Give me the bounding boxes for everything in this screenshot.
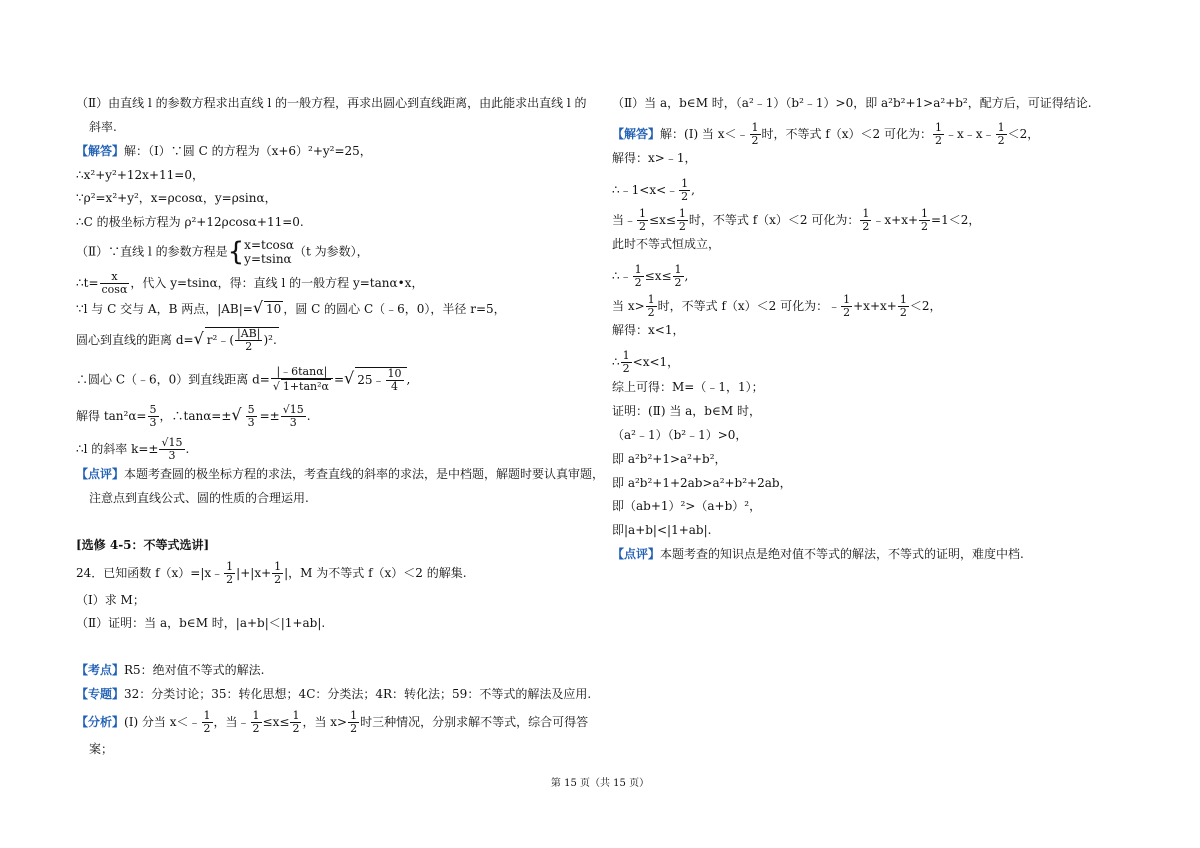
comment-tag: 【点评】 — [612, 547, 661, 561]
fraction: $\frac{1}{2}$ — [252, 709, 260, 735]
fraction: $\frac{x}{\cos\alpha}$ — [101, 270, 128, 296]
text-line: 解得 tan²α= $\frac{5}{3}$ ，∴tanα=±√ $\frac{5}{3}$ =± $\frac{√15}{3}$ . — [76, 403, 311, 429]
fraction: $\frac{10}{4}$ — [387, 366, 402, 393]
text-line: ∴ $\frac{1}{2}$ <x<1， — [612, 349, 680, 375]
comment-tag: 【点评】 — [76, 467, 125, 481]
fraction: $\frac{1}{2}$ — [681, 177, 689, 203]
text-line: 【考点】R5：绝对值不等式的解法. — [76, 663, 265, 677]
fraction: $\frac{1}{2}$ — [843, 293, 851, 319]
text-line: ∴l 的斜率 k=± $\frac{√15}{3}$ . — [76, 436, 190, 462]
question-text: 24．已知函数 f（x）=|x﹣ $\frac{1}{2}$ |+|x+ $\frac{1}{2}$ |，M 为不等式 f（x）＜2 的解集. — [76, 560, 467, 586]
topic-tag: 【专题】 — [76, 687, 125, 701]
fraction: $\frac{|AB|}{2}$ — [237, 327, 261, 353]
fraction: $\frac{1}{2}$ — [674, 263, 682, 289]
fraction: $\frac{1}{2}$ — [226, 560, 234, 586]
text-line: 【解答】解：（Ⅰ）∵圆 C 的方程为（x+6）²+y²=25， — [76, 144, 372, 158]
brace-symbol: { — [227, 237, 245, 267]
text-line: ∴﹣1<x<﹣ $\frac{1}{2}$ , — [612, 177, 695, 203]
fraction: $\frac{5}{3}$ — [247, 403, 255, 429]
text-line: （Ⅱ）∵直线 l 的参数方程是{ x=tcosα y=tsinα （t 为参数）， — [76, 237, 369, 267]
text-line: 综上可得：M=（﹣1，1）； — [612, 380, 764, 394]
fraction: $\frac{1}{2}$ — [274, 560, 282, 586]
text-line: 此时不等式恒成立， — [612, 237, 721, 251]
fraction: $\frac{1}{2}$ — [751, 121, 759, 147]
solution-tag: 【解答】 — [76, 144, 125, 158]
radical-sign: √ — [252, 298, 264, 317]
text-line: ∵ρ²=x²+y²，x=ρcosα，y=ρsinα， — [76, 191, 277, 205]
radicand — [243, 404, 260, 429]
fraction: $\frac{√15}{3}$ — [282, 403, 304, 429]
text-line: 【分析】(Ⅰ) 分当 x＜﹣ $\frac{1}{2}$ ，当﹣ $\frac{1}{2}$ ≤x≤ $\frac{1}{2}$ ，当 x> $\frac{1}{2}$ 时三种情况，分别求解不等式，综合可得答 — [76, 709, 589, 735]
fraction: $\frac{|﹣6\tan\alpha|}{\text{√ 1+tan²α}}$ — [271, 366, 333, 394]
radicand: r²﹣( $\frac{|AB|}{2}$ )². — [206, 327, 277, 353]
fraction: $\frac{1}{2}$ — [292, 709, 300, 735]
text-line: 【点评】本题考查圆的极坐标方程的求法，考查直线的斜率的求法，是中档题，解题时要认真审题， — [76, 467, 605, 481]
fraction: $\frac{1}{2}$ — [639, 207, 647, 233]
radical-sign: √ — [272, 380, 280, 393]
fraction: $\frac{1}{2}$ — [634, 263, 642, 289]
text-line: ∴C 的极坐标方程为 ρ²+12ρcosα+11=0. — [76, 215, 304, 229]
radical-sign: √ — [193, 329, 204, 348]
text-line: ∴圆心 C（﹣6，0）到直线距离 d= $\frac{|﹣6\tan\alpha|}{\text{√ 1+tan²α}}$ =√ 25﹣ $\frac{10}{4}$ , — [76, 365, 411, 393]
section-heading: [选修 4-5：不等式选讲] — [76, 538, 210, 552]
text-line: 【点评】本题考查的知识点是绝对值不等式的解法，不等式的证明，难度中档. — [612, 547, 1024, 561]
text-line: 【专题】32：分类讨论；35：转化思想；4C：分类法；4R：转化法；59：不等式的解法及应用. — [76, 687, 592, 701]
fraction: $\frac{1}{2}$ — [350, 709, 358, 735]
radicand: 25﹣ $\frac{10}{4}$ — [355, 367, 406, 393]
fraction: $\frac{1}{2}$ — [862, 207, 870, 233]
text-line: 解得：x<1， — [612, 323, 685, 337]
text-line: ∵l 与 C 交与 A，B 两点，|AB|=√ 10 ，圆 C 的圆心 C（﹣6，0），半径 r=5， — [76, 298, 506, 317]
text-line: （Ⅰ）求 M； — [76, 593, 145, 607]
fraction: $\frac{1}{2}$ — [997, 121, 1005, 147]
radical-sign: √ — [344, 368, 355, 388]
text-line: 即 a²b²+1+2ab>a²+b²+2ab， — [612, 476, 792, 490]
text-line: （Ⅱ）当 a，b∈M 时，（a²﹣1）（b²﹣1）>0，即 a²b²+1>a²+b²，配方后，可证得结论. — [612, 96, 1092, 110]
equation-system: x=tcosα y=tsinα — [244, 238, 295, 266]
text-line: ∴﹣ $\frac{1}{2}$ ≤x≤ $\frac{1}{2}$ , — [612, 263, 689, 289]
solution-tag: 【解答】 — [612, 127, 661, 141]
text-line: 注意点到直线公式、圆的性质的合理运用. — [89, 491, 309, 505]
text-line: 斜率. — [89, 120, 117, 134]
text-line: （Ⅱ）证明：当 a，b∈M 时，|a+b|＜|1+ab|. — [76, 616, 326, 630]
fraction: $\frac{5}{3}$ — [149, 403, 157, 429]
text-line: （a²﹣1）（b²﹣1）>0， — [612, 428, 748, 442]
fraction: $\frac{√15}{3}$ — [161, 436, 183, 462]
fraction: $\frac{1}{2}$ — [921, 207, 929, 233]
fraction: $\frac{1}{2}$ — [935, 121, 943, 147]
knowledge-point-tag: 【考点】 — [76, 663, 125, 677]
text-line: ∴t= $\frac{x}{\cos\alpha}$ ，代入 y=tsinα，得：直线 l 的一般方程 y=tanα•x， — [76, 270, 424, 296]
fraction: $\frac{1}{2}$ — [678, 207, 686, 233]
fraction: $\frac{1}{2}$ — [647, 293, 655, 319]
fraction: $\frac{1}{2}$ — [203, 709, 211, 735]
fraction: $\frac{1}{2}$ — [899, 293, 907, 319]
radical-sign: √ — [231, 405, 242, 424]
text-line: 证明：(Ⅱ) 当 a，b∈M 时， — [612, 404, 761, 418]
fraction: $\frac{1}{2}$ — [622, 349, 630, 375]
text-line: 解得：x>﹣1， — [612, 151, 697, 165]
text-line: 案； — [89, 742, 114, 756]
text-line: 【解答】解：(Ⅰ) 当 x＜﹣ $\frac{1}{2}$ 时，不等式 f（x）＜2 可化为： $\frac{1}{2}$ ﹣x﹣x﹣ $\frac{1}{2}$ ＜2， — [612, 121, 1040, 147]
analysis-tag: 【分析】 — [76, 715, 125, 729]
text-line: （Ⅱ）由直线 l 的参数方程求出直线 l 的一般方程，再求出圆心到直线距离，由此能求出直线 l 的 — [76, 96, 587, 110]
text-line: 圆心到直线的距离 d=√ r²﹣( $\frac{|AB|}{2}$ )². — [76, 327, 277, 353]
text-line: 即（ab+1）²>（a+b）²， — [612, 499, 762, 513]
text-line: ∴x²+y²+12x+11=0， — [76, 168, 204, 182]
text-line: 即|a+b|<|1+ab|. — [612, 523, 712, 537]
page-footer: 第 15 页（共 15 页） — [550, 778, 650, 789]
text-line: 即 a²b²+1>a²+b²， — [612, 452, 727, 466]
text-line: 当 x> $\frac{1}{2}$ 时，不等式 f（x）＜2 可化为：﹣ $\frac{1}{2}$ +x+x+ $\frac{1}{2}$ ＜2， — [612, 293, 942, 319]
text-line: 当﹣ $\frac{1}{2}$ ≤x≤ $\frac{1}{2}$ 时，不等式 f（x）＜2 可化为： $\frac{1}{2}$ ﹣x+x+ $\frac{1}{2}$ =1＜2， — [612, 207, 981, 233]
